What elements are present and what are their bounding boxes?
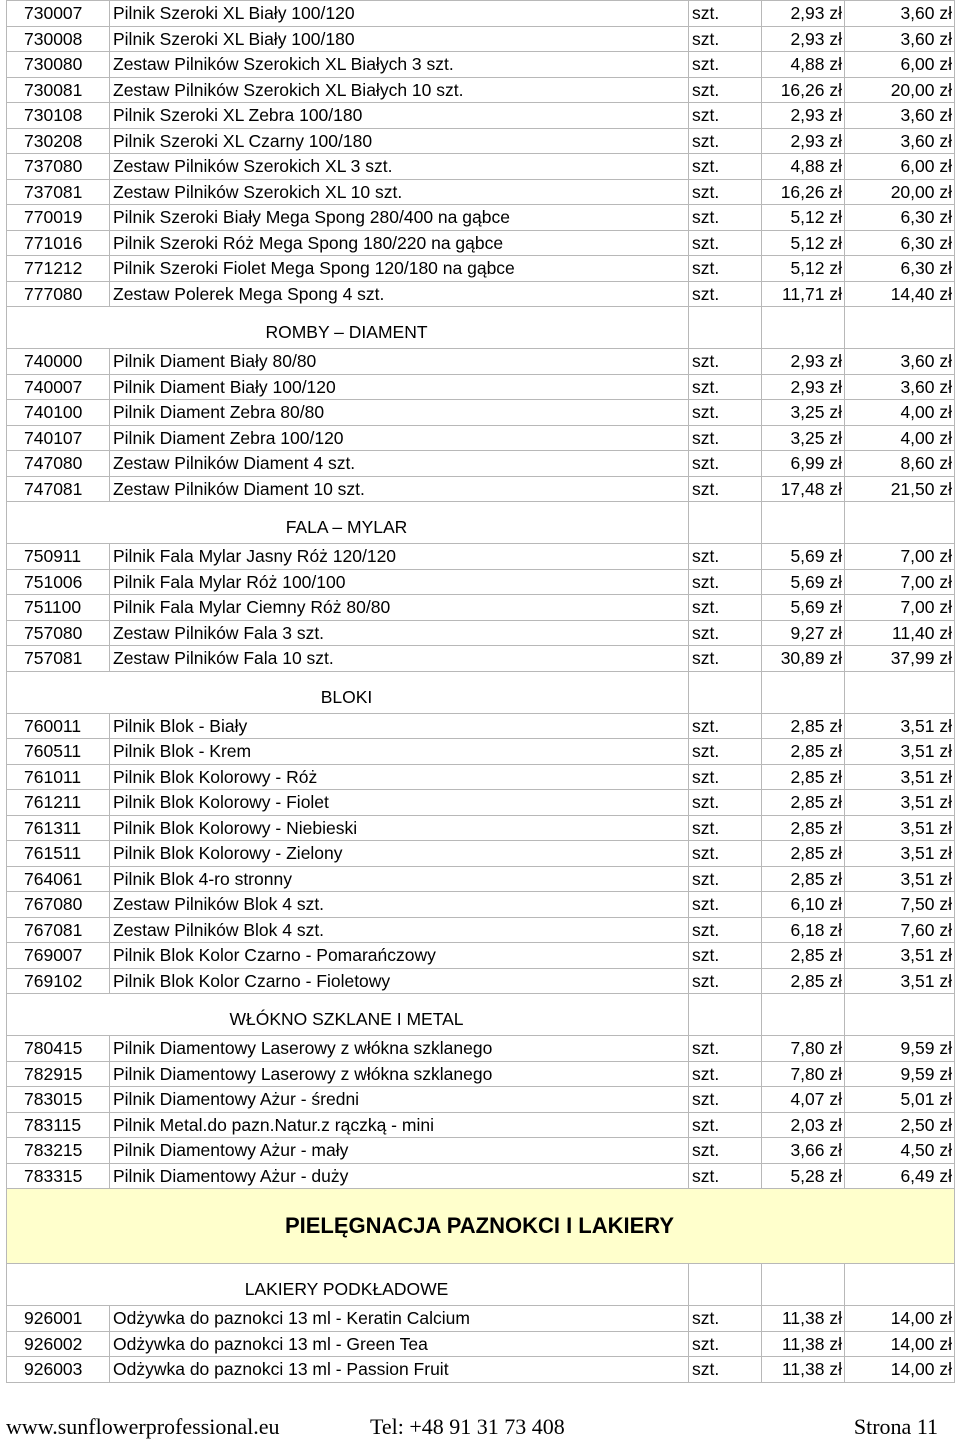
product-unit: szt. [689, 205, 762, 231]
product-unit: szt. [689, 52, 762, 78]
product-code: 730008 [7, 26, 110, 52]
price-gross: 3,60 zł [845, 1, 955, 27]
product-name: Pilnik Diamentowy Ażur - duży [110, 1163, 689, 1189]
table-row [7, 917, 955, 943]
product-code: 771212 [7, 256, 110, 282]
price-net: 9,27 zł [762, 620, 845, 646]
price-net: 2,85 zł [762, 968, 845, 994]
product-name: Zestaw Polerek Mega Spong 4 szt. [110, 281, 689, 307]
product-code: 757081 [7, 646, 110, 672]
product-name: Zestaw Pilników Blok 4 szt. [110, 892, 689, 918]
price-gross: 6,30 zł [845, 230, 955, 256]
product-code: 730081 [7, 77, 110, 103]
product-unit: szt. [689, 815, 762, 841]
product-code: 751100 [7, 595, 110, 621]
product-code: 926002 [7, 1331, 110, 1357]
product-unit: szt. [689, 713, 762, 739]
product-code: 760011 [7, 713, 110, 739]
product-code: 771016 [7, 230, 110, 256]
table-row [7, 451, 955, 477]
product-unit: szt. [689, 1, 762, 27]
product-unit: szt. [689, 400, 762, 426]
price-gross: 3,51 zł [845, 841, 955, 867]
product-code: 750911 [7, 544, 110, 570]
price-net: 2,85 zł [762, 841, 845, 867]
price-net: 7,80 zł [762, 1036, 845, 1062]
table-row [7, 943, 955, 969]
product-code: 783215 [7, 1138, 110, 1164]
product-code: 777080 [7, 281, 110, 307]
product-unit: szt. [689, 1061, 762, 1087]
table-row [7, 968, 955, 994]
product-unit: szt. [689, 968, 762, 994]
product-unit: szt. [689, 349, 762, 375]
empty-cell [762, 1264, 845, 1306]
product-code: 730007 [7, 1, 110, 27]
price-net: 11,38 zł [762, 1331, 845, 1357]
product-code: 764061 [7, 866, 110, 892]
table-row [7, 1138, 955, 1164]
product-name: Pilnik Diament Zebra 100/120 [110, 425, 689, 451]
table-row [7, 739, 955, 765]
product-name: Pilnik Fala Mylar Jasny Róż 120/120 [110, 544, 689, 570]
table-row [7, 841, 955, 867]
price-list-body [7, 1, 955, 1383]
table-row [7, 713, 955, 739]
table-row [7, 1, 955, 27]
price-gross: 4,00 zł [845, 400, 955, 426]
table-row [7, 1087, 955, 1113]
price-net: 4,88 zł [762, 154, 845, 180]
product-name: Pilnik Diamentowy Ażur - mały [110, 1138, 689, 1164]
product-name: Zestaw Pilników Szerokich XL 3 szt. [110, 154, 689, 180]
product-unit: szt. [689, 451, 762, 477]
product-unit: szt. [689, 1087, 762, 1113]
price-net: 2,03 zł [762, 1112, 845, 1138]
price-net: 2,85 zł [762, 764, 845, 790]
price-gross: 21,50 zł [845, 476, 955, 502]
table-row [7, 77, 955, 103]
product-name: Pilnik Szeroki XL Biały 100/120 [110, 1, 689, 27]
price-gross: 7,50 zł [845, 892, 955, 918]
product-code: 926003 [7, 1357, 110, 1383]
product-name: Pilnik Szeroki Fiolet Mega Spong 120/180 na gąbce [110, 256, 689, 282]
product-name: Pilnik Blok Kolorowy - Fiolet [110, 790, 689, 816]
price-gross: 3,60 zł [845, 374, 955, 400]
product-code: 740007 [7, 374, 110, 400]
price-net: 2,85 zł [762, 815, 845, 841]
product-unit: szt. [689, 77, 762, 103]
product-name: Pilnik Blok Kolor Czarno - Pomarańczowy [110, 943, 689, 969]
empty-cell [689, 1264, 762, 1306]
empty-cell [762, 994, 845, 1036]
table-row [7, 179, 955, 205]
price-gross: 3,51 zł [845, 764, 955, 790]
empty-cell [845, 307, 955, 349]
table-row [7, 815, 955, 841]
table-row [7, 128, 955, 154]
price-net: 4,07 zł [762, 1087, 845, 1113]
product-name: Odżywka do paznokci 13 ml - Passion Fruit [110, 1357, 689, 1383]
price-gross: 3,60 zł [845, 26, 955, 52]
product-code: 740000 [7, 349, 110, 375]
price-net: 5,12 zł [762, 256, 845, 282]
product-unit: szt. [689, 764, 762, 790]
empty-cell [762, 307, 845, 349]
product-unit: szt. [689, 26, 762, 52]
product-unit: szt. [689, 544, 762, 570]
product-code: 747081 [7, 476, 110, 502]
product-name: Zestaw Pilników Blok 4 szt. [110, 917, 689, 943]
product-code: 783115 [7, 1112, 110, 1138]
price-net: 3,25 zł [762, 425, 845, 451]
price-net: 11,38 zł [762, 1357, 845, 1383]
price-gross: 5,01 zł [845, 1087, 955, 1113]
price-gross: 3,60 zł [845, 128, 955, 154]
product-unit: szt. [689, 1357, 762, 1383]
product-name: Zestaw Pilników Fala 3 szt. [110, 620, 689, 646]
footer-phone: Tel: +48 91 31 73 408 [370, 1414, 565, 1439]
product-unit: szt. [689, 841, 762, 867]
product-unit: szt. [689, 866, 762, 892]
product-name: Pilnik Blok Kolorowy - Zielony [110, 841, 689, 867]
product-unit: szt. [689, 154, 762, 180]
price-net: 3,66 zł [762, 1138, 845, 1164]
empty-cell [689, 671, 762, 713]
price-gross: 3,51 zł [845, 815, 955, 841]
product-name: Pilnik Blok - Biały [110, 713, 689, 739]
product-code: 761011 [7, 764, 110, 790]
price-net: 17,48 zł [762, 476, 845, 502]
product-code: 740100 [7, 400, 110, 426]
price-gross: 9,59 zł [845, 1061, 955, 1087]
price-net: 6,99 zł [762, 451, 845, 477]
product-unit: szt. [689, 128, 762, 154]
price-net: 2,85 zł [762, 866, 845, 892]
price-gross: 6,49 zł [845, 1163, 955, 1189]
product-unit: szt. [689, 595, 762, 621]
table-row [7, 544, 955, 570]
price-gross: 3,51 zł [845, 943, 955, 969]
product-unit: szt. [689, 569, 762, 595]
section-title: LAKIERY PODKŁADOWE [7, 1264, 689, 1306]
product-name: Zestaw Pilników Diament 4 szt. [110, 451, 689, 477]
section-title: FALA – MYLAR [7, 502, 689, 544]
product-code: 761211 [7, 790, 110, 816]
product-code: 760511 [7, 739, 110, 765]
price-net: 2,93 zł [762, 26, 845, 52]
section-header-row [7, 502, 955, 544]
product-unit: szt. [689, 179, 762, 205]
product-name: Pilnik Blok Kolorowy - Róż [110, 764, 689, 790]
table-row [7, 374, 955, 400]
product-name: Pilnik Diament Biały 100/120 [110, 374, 689, 400]
price-net: 5,69 zł [762, 569, 845, 595]
section-header-row [7, 994, 955, 1036]
table-row [7, 1357, 955, 1383]
empty-cell [845, 502, 955, 544]
product-name: Pilnik Fala Mylar Ciemny Róż 80/80 [110, 595, 689, 621]
price-net: 16,26 zł [762, 179, 845, 205]
price-gross: 6,00 zł [845, 154, 955, 180]
table-row [7, 1306, 955, 1332]
price-gross: 4,50 zł [845, 1138, 955, 1164]
product-unit: szt. [689, 476, 762, 502]
price-net: 5,69 zł [762, 544, 845, 570]
product-code: 740107 [7, 425, 110, 451]
price-net: 5,69 zł [762, 595, 845, 621]
product-name: Pilnik Szeroki XL Czarny 100/180 [110, 128, 689, 154]
product-name: Zestaw Pilników Szerokich XL Białych 3 szt. [110, 52, 689, 78]
product-name: Pilnik Diamentowy Laserowy z włókna szklanego [110, 1061, 689, 1087]
price-gross: 7,00 zł [845, 595, 955, 621]
price-net: 3,25 zł [762, 400, 845, 426]
product-name: Pilnik Szeroki Biały Mega Spong 280/400 na gąbce [110, 205, 689, 231]
section-header-row [7, 671, 955, 713]
section-title: BLOKI [7, 671, 689, 713]
table-row [7, 52, 955, 78]
product-code: 730108 [7, 103, 110, 129]
section-title: WŁÓKNO SZKLANE I METAL [7, 994, 689, 1036]
price-net: 4,88 zł [762, 52, 845, 78]
product-code: 926001 [7, 1306, 110, 1332]
table-row [7, 349, 955, 375]
table-row [7, 103, 955, 129]
product-code: 737080 [7, 154, 110, 180]
price-net: 7,80 zł [762, 1061, 845, 1087]
price-net: 11,38 zł [762, 1306, 845, 1332]
table-row [7, 1163, 955, 1189]
product-name: Pilnik Blok Kolorowy - Niebieski [110, 815, 689, 841]
product-code: 761511 [7, 841, 110, 867]
product-unit: szt. [689, 943, 762, 969]
table-row [7, 892, 955, 918]
product-unit: szt. [689, 1112, 762, 1138]
product-code: 780415 [7, 1036, 110, 1062]
category-header-row [7, 1189, 955, 1264]
product-unit: szt. [689, 230, 762, 256]
table-row [7, 569, 955, 595]
table-row [7, 400, 955, 426]
product-unit: szt. [689, 103, 762, 129]
price-gross: 3,60 zł [845, 349, 955, 375]
price-gross: 3,51 zł [845, 739, 955, 765]
price-net: 5,12 zł [762, 230, 845, 256]
price-net: 2,93 zł [762, 128, 845, 154]
product-unit: szt. [689, 1036, 762, 1062]
price-net: 2,93 zł [762, 349, 845, 375]
product-code: 770019 [7, 205, 110, 231]
price-gross: 7,00 zł [845, 569, 955, 595]
price-gross: 14,00 zł [845, 1357, 955, 1383]
table-row [7, 646, 955, 672]
price-list-table [6, 0, 955, 1383]
table-row [7, 866, 955, 892]
product-code: 769007 [7, 943, 110, 969]
table-row [7, 620, 955, 646]
price-net: 2,93 zł [762, 374, 845, 400]
price-gross: 14,00 zł [845, 1331, 955, 1357]
product-unit: szt. [689, 281, 762, 307]
table-row [7, 1331, 955, 1357]
product-name: Odżywka do paznokci 13 ml - Green Tea [110, 1331, 689, 1357]
product-unit: szt. [689, 1306, 762, 1332]
product-code: 767080 [7, 892, 110, 918]
page-footer [0, 1412, 960, 1442]
table-row [7, 790, 955, 816]
price-net: 2,85 zł [762, 790, 845, 816]
price-gross: 3,51 zł [845, 866, 955, 892]
table-row [7, 1061, 955, 1087]
empty-cell [845, 1264, 955, 1306]
table-row [7, 1112, 955, 1138]
product-code: 769102 [7, 968, 110, 994]
price-gross: 3,51 zł [845, 713, 955, 739]
product-code: 737081 [7, 179, 110, 205]
table-row [7, 205, 955, 231]
product-code: 761311 [7, 815, 110, 841]
table-row [7, 1036, 955, 1062]
product-unit: szt. [689, 917, 762, 943]
category-title: PIELĘGNACJA PAZNOKCI I LAKIERY [7, 1189, 955, 1264]
product-name: Pilnik Blok 4-ro stronny [110, 866, 689, 892]
price-gross: 11,40 zł [845, 620, 955, 646]
price-net: 6,10 zł [762, 892, 845, 918]
product-code: 751006 [7, 569, 110, 595]
product-unit: szt. [689, 425, 762, 451]
product-unit: szt. [689, 256, 762, 282]
price-net: 11,71 zł [762, 281, 845, 307]
price-gross: 6,00 zł [845, 52, 955, 78]
price-gross: 6,30 zł [845, 205, 955, 231]
table-row [7, 764, 955, 790]
product-name: Odżywka do paznokci 13 ml - Keratin Calcium [110, 1306, 689, 1332]
table-row [7, 425, 955, 451]
price-net: 2,85 zł [762, 713, 845, 739]
section-title: ROMBY – DIAMENT [7, 307, 689, 349]
product-name: Pilnik Diamentowy Ażur - średni [110, 1087, 689, 1113]
product-name: Zestaw Pilników Szerokich XL 10 szt. [110, 179, 689, 205]
table-row [7, 476, 955, 502]
footer-website: www.sunflowerprofessional.eu [6, 1414, 280, 1439]
table-row [7, 256, 955, 282]
product-code: 783315 [7, 1163, 110, 1189]
product-name: Pilnik Blok - Krem [110, 739, 689, 765]
table-row [7, 230, 955, 256]
price-gross: 4,00 zł [845, 425, 955, 451]
empty-cell [689, 994, 762, 1036]
product-code: 747080 [7, 451, 110, 477]
price-net: 5,28 zł [762, 1163, 845, 1189]
price-net: 2,85 zł [762, 943, 845, 969]
product-unit: szt. [689, 646, 762, 672]
product-code: 767081 [7, 917, 110, 943]
price-net: 2,93 zł [762, 1, 845, 27]
price-net: 2,85 zł [762, 739, 845, 765]
price-net: 5,12 zł [762, 205, 845, 231]
empty-cell [689, 502, 762, 544]
price-gross: 20,00 zł [845, 77, 955, 103]
product-code: 782915 [7, 1061, 110, 1087]
product-unit: szt. [689, 1331, 762, 1357]
product-name: Pilnik Diament Zebra 80/80 [110, 400, 689, 426]
product-name: Zestaw Pilników Fala 10 szt. [110, 646, 689, 672]
product-unit: szt. [689, 892, 762, 918]
price-gross: 9,59 zł [845, 1036, 955, 1062]
price-gross: 7,60 zł [845, 917, 955, 943]
product-name: Pilnik Diament Biały 80/80 [110, 349, 689, 375]
product-unit: szt. [689, 790, 762, 816]
empty-cell [762, 502, 845, 544]
product-code: 730208 [7, 128, 110, 154]
section-header-row [7, 307, 955, 349]
product-unit: szt. [689, 1138, 762, 1164]
empty-cell [845, 671, 955, 713]
product-code: 730080 [7, 52, 110, 78]
product-name: Pilnik Fala Mylar Róż 100/100 [110, 569, 689, 595]
price-net: 6,18 zł [762, 917, 845, 943]
product-name: Pilnik Diamentowy Laserowy z włókna szklanego [110, 1036, 689, 1062]
empty-cell [845, 994, 955, 1036]
product-code: 783015 [7, 1087, 110, 1113]
price-gross: 14,40 zł [845, 281, 955, 307]
price-gross: 8,60 zł [845, 451, 955, 477]
product-unit: szt. [689, 1163, 762, 1189]
empty-cell [762, 671, 845, 713]
price-gross: 2,50 zł [845, 1112, 955, 1138]
price-gross: 6,30 zł [845, 256, 955, 282]
product-name: Zestaw Pilników Szerokich XL Białych 10 szt. [110, 77, 689, 103]
price-net: 16,26 zł [762, 77, 845, 103]
table-row [7, 26, 955, 52]
product-name: Pilnik Szeroki Róż Mega Spong 180/220 na gąbce [110, 230, 689, 256]
price-gross: 3,51 zł [845, 968, 955, 994]
price-gross: 37,99 zł [845, 646, 955, 672]
product-name: Zestaw Pilników Diament 10 szt. [110, 476, 689, 502]
price-gross: 3,51 zł [845, 790, 955, 816]
footer-page-number: Strona 11 [853, 1414, 938, 1439]
price-gross: 7,00 zł [845, 544, 955, 570]
product-unit: szt. [689, 620, 762, 646]
price-gross: 14,00 zł [845, 1306, 955, 1332]
product-unit: szt. [689, 374, 762, 400]
table-row [7, 595, 955, 621]
product-name: Pilnik Szeroki XL Biały 100/180 [110, 26, 689, 52]
empty-cell [689, 307, 762, 349]
product-name: Pilnik Metal.do pazn.Natur.z rączką - mini [110, 1112, 689, 1138]
price-gross: 20,00 zł [845, 179, 955, 205]
price-gross: 3,60 zł [845, 103, 955, 129]
price-net: 30,89 zł [762, 646, 845, 672]
table-row [7, 154, 955, 180]
product-code: 757080 [7, 620, 110, 646]
table-row [7, 281, 955, 307]
price-net: 2,93 zł [762, 103, 845, 129]
section-header-row [7, 1264, 955, 1306]
product-name: Pilnik Szeroki XL Zebra 100/180 [110, 103, 689, 129]
product-name: Pilnik Blok Kolor Czarno - Fioletowy [110, 968, 689, 994]
product-unit: szt. [689, 739, 762, 765]
